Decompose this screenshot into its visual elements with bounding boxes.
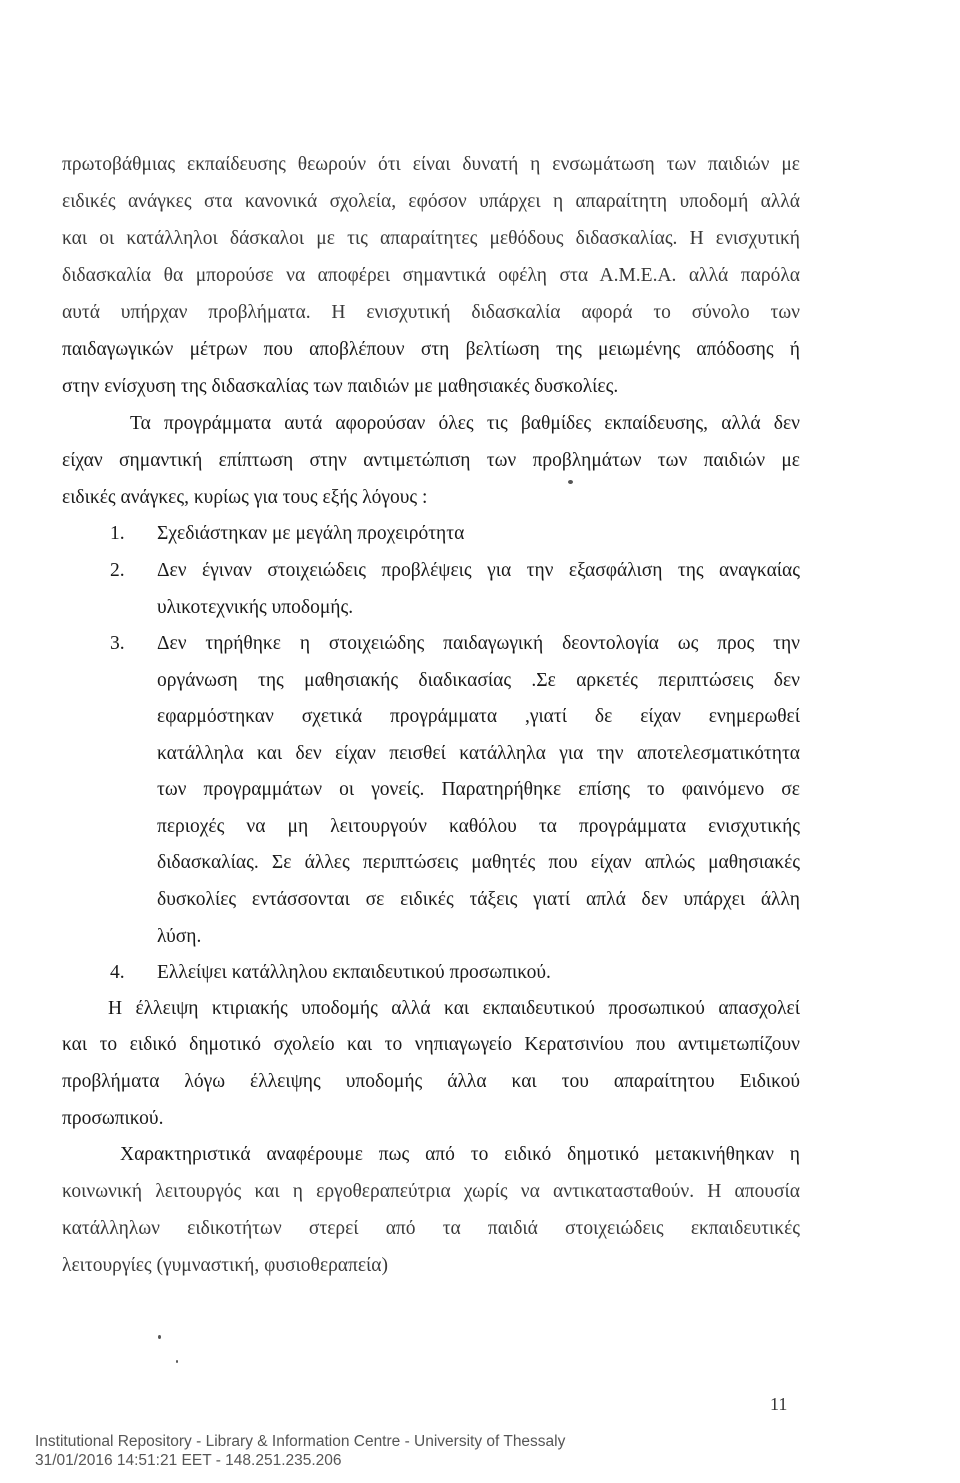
paragraph-4-line: κοινωνική λειτουργός και η εργοθεραπεύτρια χωρίς να αντικατασταθούν. Η απουσία [62,1181,800,1202]
list-item-line: οργάνωση της μαθησιακής διαδικασίας .Σε αρκετές περιπτώσεις δεν [157,670,800,691]
list-item-line: κατάλληλα και δεν είχαν πεισθεί κατάλληλα για την αποτελεσματικότητα [157,743,800,764]
paragraph-3-line: προβλήματα λόγω έλλειψης υποδομής άλλα και του απαραίτητου Ειδικού [62,1071,800,1092]
paragraph-1-line: παιδαγωγικών μέτρων που αποβλέπουν στη βελτίωση της μειωμένης απόδοσης ή [62,339,800,360]
scan-speck [568,480,573,484]
list-item-line: Σχεδιάστηκαν με μεγάλη προχειρότητα [157,523,465,544]
paragraph-4-line: κατάλληλων ειδικοτήτων στερεί από τα παιδιά στοιχειώδεις εκπαιδευτικές [62,1218,800,1239]
repository-footer: Institutional Repository - Library & Information Centre - University of Thessaly [35,1433,566,1450]
paragraph-1-line: και οι κατάλληλοι δάσκαλοι με τις απαραίτητες μεθόδους διδασκαλίας. Η ενισχυτική [62,228,800,249]
list-item-line: Δεν τηρήθηκε η στοιχειώδης παιδαγωγική δεοντολογία ως προς την [157,633,800,654]
list-item-line: λύση. [157,926,202,947]
list-item-line: δυσκολίες εντάσσονται σε ειδικές τάξεις γιατί απλά δεν υπάρχει άλλη [157,889,800,910]
list-number: 3. [110,633,125,654]
list-item-line: εφαρμόστηκαν σχετικά προγράμματα ,γιατί δε είχαν ενημερωθεί [157,706,800,727]
paragraph-2-line: Τα προγράμματα αυτά αφορούσαν όλες τις βαθμίδες εκπαίδευσης, αλλά δεν [130,413,800,434]
paragraph-3-line: Η έλλειψη κτιριακής υποδομής αλλά και εκπαιδευτικού προσωπικού απασχολεί [108,998,800,1019]
paragraph-2-line: ειδικές ανάγκες, κυρίως για τους εξής λόγους : [62,487,428,508]
paragraph-1-line: ειδικές ανάγκες στα κανονικά σχολεία, εφόσον υπάρχει η απαραίτητη υποδομή αλλά [62,191,800,212]
paragraph-1-line: στην ενίσχυση της διδασκαλίας των παιδιών με μαθησιακές δυσκολίες. [62,376,619,397]
list-number: 4. [110,962,125,983]
scan-speck [176,1360,178,1363]
paragraph-4-line: Χαρακτηριστικά αναφέρουμε πως από το ειδικό δημοτικό μετακινήθηκαν η [120,1144,800,1165]
list-item-line: περιοχές να μη λειτουργούν καθόλου τα προγράμματα ενισχυτικής [157,816,800,837]
scan-speck [158,1335,161,1339]
list-item-line: των προγραμμάτων οι γονείς. Παρατηρήθηκε επίσης το φαινόμενο σε [157,779,800,800]
paragraph-4-line: λειτουργίες (γυμναστική, φυσιοθεραπεία) [62,1255,389,1276]
list-item-line: Ελλείψει κατάλληλου εκπαιδευτικού προσωπικού. [157,962,551,983]
list-number: 2. [110,560,125,581]
page-number: 11 [770,1394,788,1414]
list-number: 1. [110,523,125,544]
list-item-line: Δεν έγιναν στοιχειώδεις προβλέψεις για την εξασφάλιση της αναγκαίας [157,560,800,581]
paragraph-1-line: διδασκαλία θα μπορούσε να αποφέρει σημαντικά οφέλη στα Α.Μ.Ε.Α. αλλά παρόλα [62,265,800,286]
paragraph-3-line: και το ειδικό δημοτικό σχολείο και το νηπιαγωγείο Κερατσινίου που αντιμετωπίζουν [62,1034,800,1055]
paragraph-3-line: προσωπικού. [62,1108,164,1129]
list-item-line: υλικοτεχνικής υποδομής. [157,597,354,618]
list-item-line: διδασκαλίας. Σε άλλες περιπτώσεις μαθητές που είχαν απλώς μαθησιακές [157,852,800,873]
paragraph-1-line: αυτά υπήρχαν προβλήματα. Η ενισχυτική διδασκαλία αφορά το σύνολο των [62,302,800,323]
paragraph-2-line: είχαν σημαντική επίπτωση στην αντιμετώπιση των προβλημάτων των παιδιών με [62,450,800,471]
paragraph-1-line: πρωτοβάθμιας εκπαίδευσης θεωρούν ότι είναι δυνατή η ενσωμάτωση των παιδιών με [62,154,800,175]
access-stamp: 31/01/2016 14:51:21 EET - 148.251.235.206 [35,1452,342,1469]
